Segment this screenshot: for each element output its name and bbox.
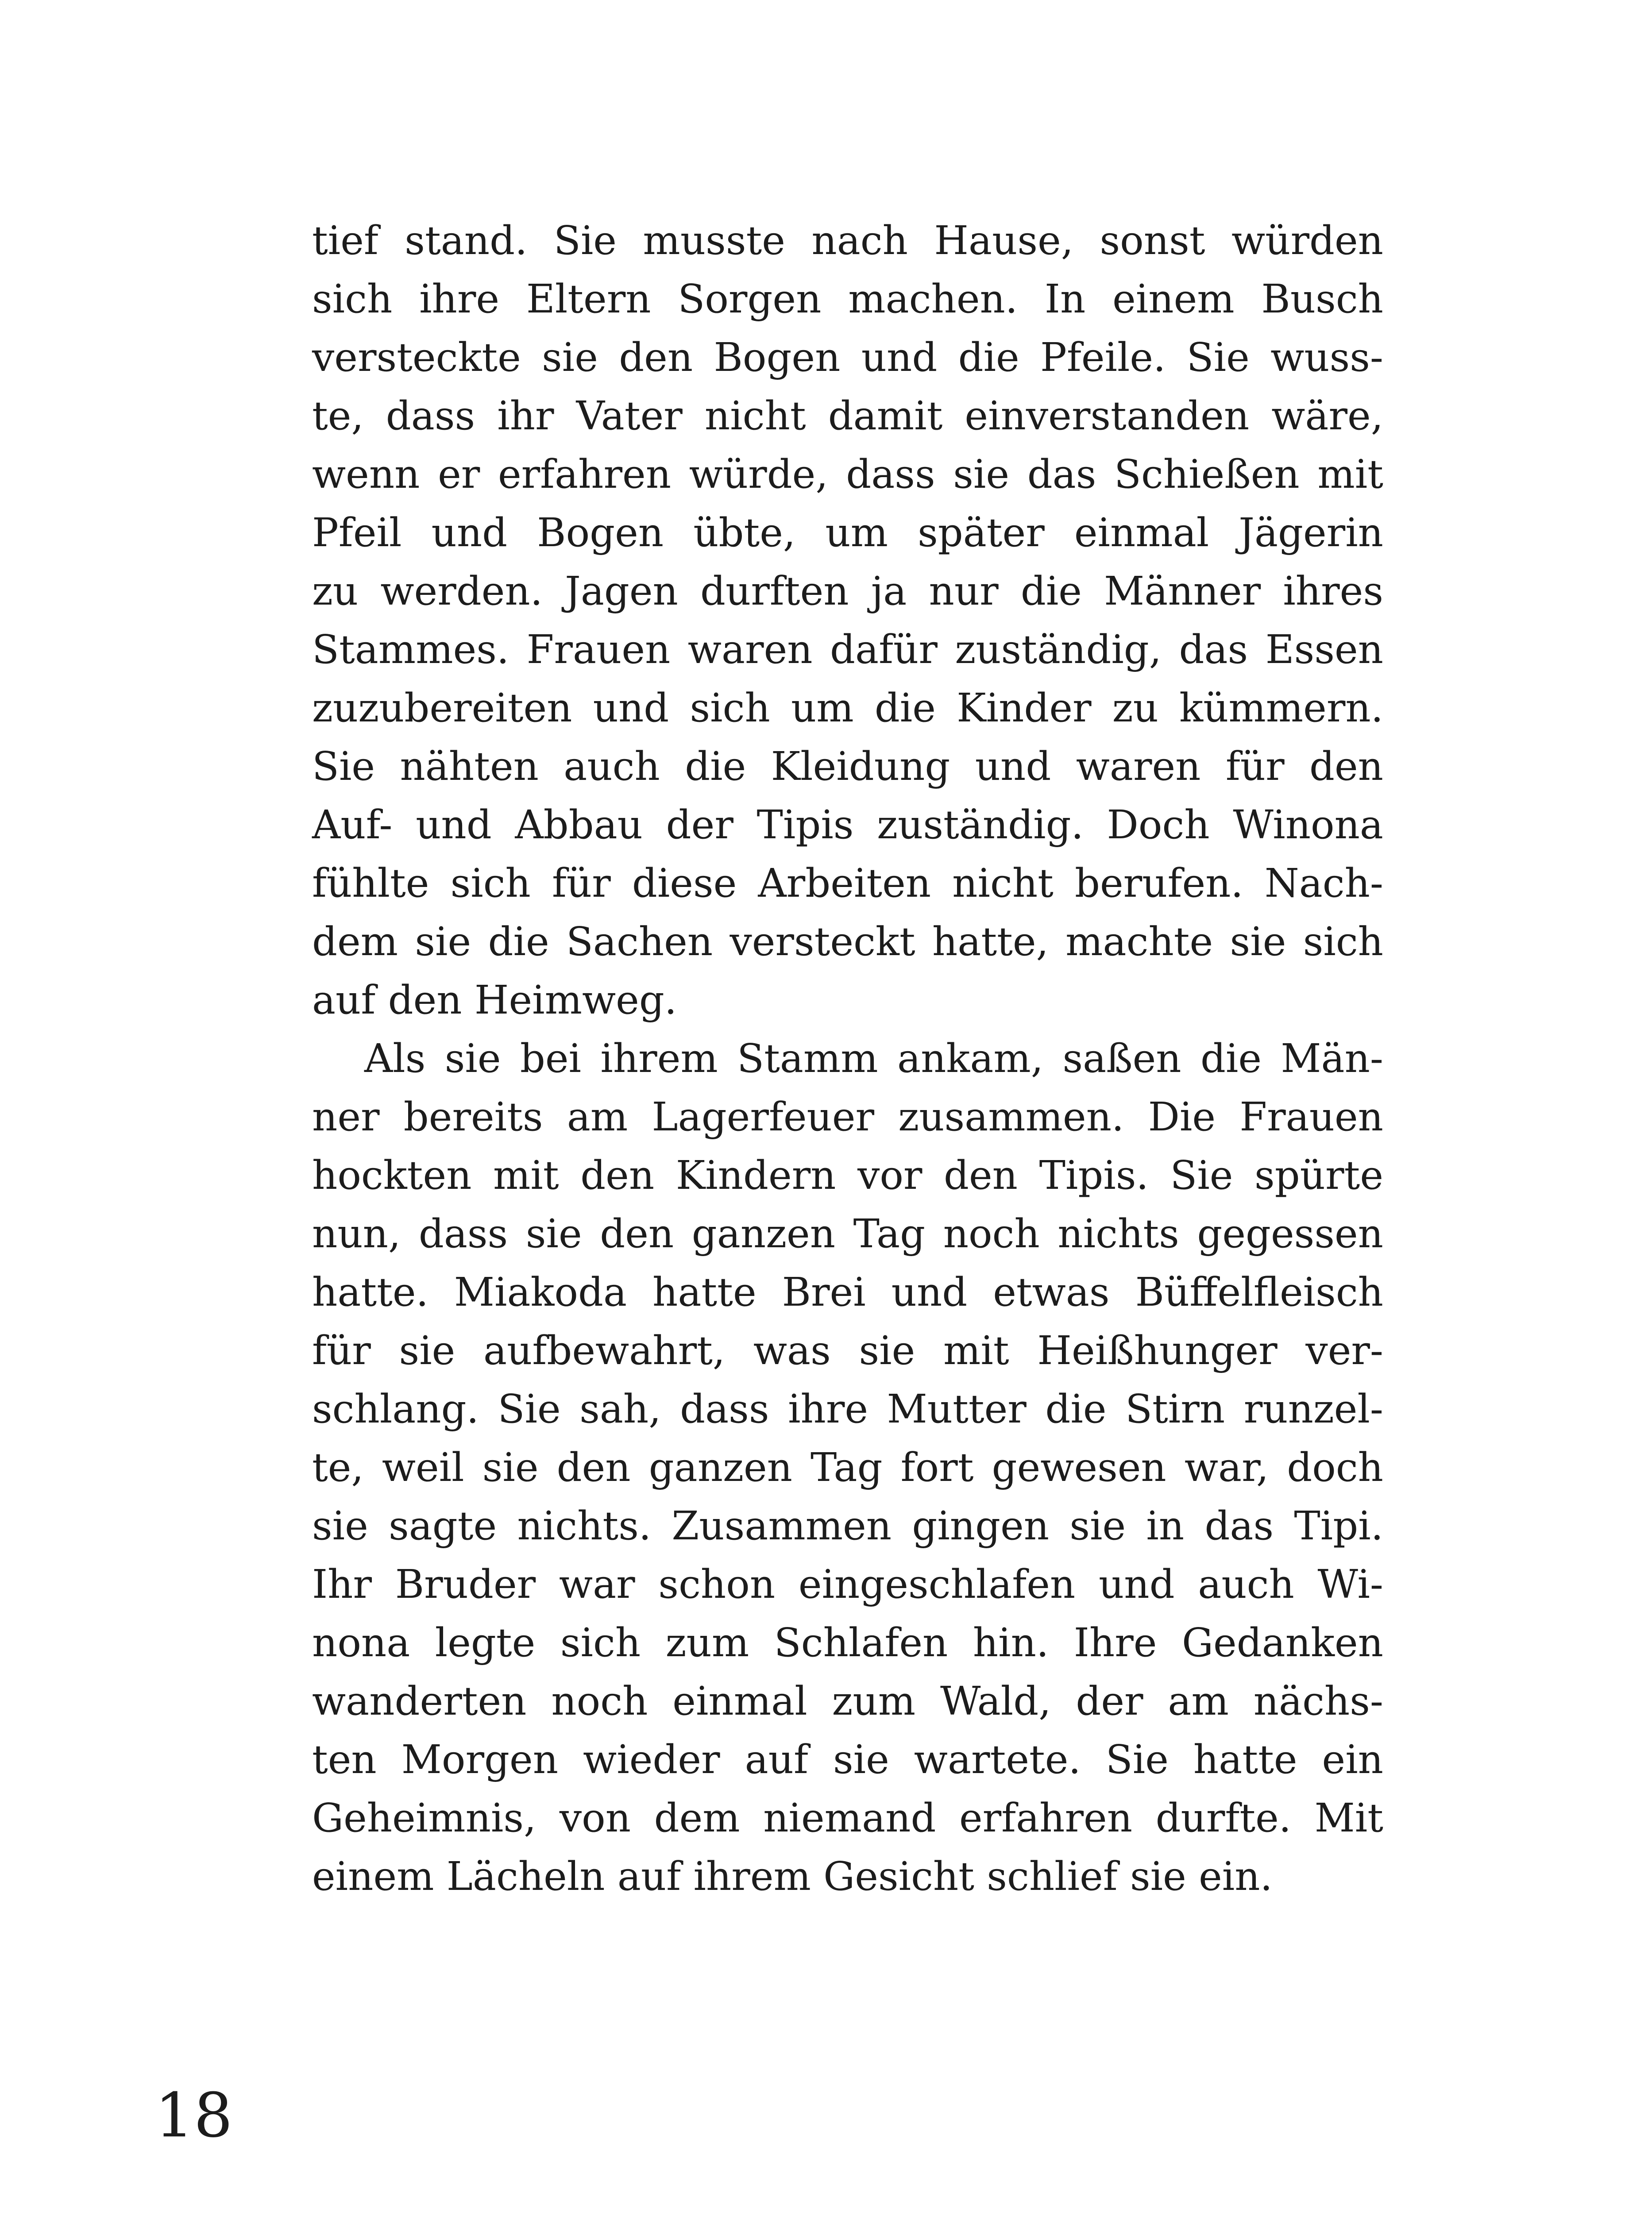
- text-line: sich ihre Eltern Sorgen machen. In einem Busch: [312, 276, 1383, 322]
- paragraph-1: [312, 211, 1383, 1029]
- text-line: Sie nähten auch die Kleidung und waren für den: [312, 743, 1383, 789]
- text-line: Stammes. Frauen waren dafür zuständig, das Essen: [312, 626, 1383, 672]
- text-line: wenn er erfahren würde, dass sie das Schießen mit: [312, 451, 1383, 497]
- text-line: Geheimnis, von dem niemand erfahren durfte. Mit: [312, 1795, 1383, 1841]
- text-line: tief stand. Sie musste nach Hause, sonst würden: [312, 217, 1383, 263]
- text-line: nun, dass sie den ganzen Tag noch nichts gegessen: [312, 1211, 1383, 1257]
- text-line: ner bereits am Lagerfeuer zusammen. Die Frauen: [312, 1094, 1383, 1140]
- text-line: Ihr Bruder war schon eingeschlafen und auch Wi-: [312, 1561, 1383, 1607]
- text-line: wanderten noch einmal zum Wald, der am nächs-: [312, 1678, 1383, 1724]
- paragraph-2: [312, 1029, 1383, 1905]
- page-number: 18: [155, 2080, 233, 2151]
- text-line: zuzubereiten und sich um die Kinder zu kümmern.: [312, 685, 1383, 731]
- text-line: zu werden. Jagen durften ja nur die Männer ihres: [312, 568, 1383, 614]
- text-line: sie sagte nichts. Zusammen gingen sie in das Tipi.: [312, 1503, 1383, 1549]
- text-line: ten Morgen wieder auf sie wartete. Sie hatte ein: [312, 1736, 1383, 1782]
- text-line: dem sie die Sachen versteckt hatte, machte sie sich: [312, 918, 1383, 964]
- text-line: auf den Heimweg.: [312, 977, 677, 1023]
- text-line: einem Lächeln auf ihrem Gesicht schlief sie ein.: [312, 1853, 1273, 1899]
- body-text: [312, 211, 1383, 1905]
- text-line: schlang. Sie sah, dass ihre Mutter die Stirn runzel-: [312, 1386, 1383, 1432]
- text-line: te, weil sie den ganzen Tag fort gewesen war, doch: [312, 1444, 1383, 1490]
- text-line: te, dass ihr Vater nicht damit einverstanden wäre,: [312, 393, 1383, 439]
- text-line: Als sie bei ihrem Stamm ankam, saßen die Män-: [364, 1035, 1383, 1081]
- text-line: Pfeil und Bogen übte, um später einmal Jägerin: [312, 509, 1383, 555]
- text-line: für sie aufbewahrt, was sie mit Heißhunger ver-: [312, 1327, 1383, 1373]
- text-line: versteckte sie den Bogen und die Pfeile. Sie wuss-: [312, 334, 1383, 380]
- text-line: hatte. Miakoda hatte Brei und etwas Büffelfleisch: [312, 1269, 1383, 1315]
- text-line: nona legte sich zum Schlafen hin. Ihre Gedanken: [312, 1619, 1383, 1666]
- text-line: fühlte sich für diese Arbeiten nicht berufen. Nach-: [312, 860, 1383, 906]
- text-line: Auf- und Abbau der Tipis zuständig. Doch Winona: [312, 802, 1383, 848]
- text-line: hockten mit den Kindern vor den Tipis. Sie spürte: [312, 1152, 1383, 1198]
